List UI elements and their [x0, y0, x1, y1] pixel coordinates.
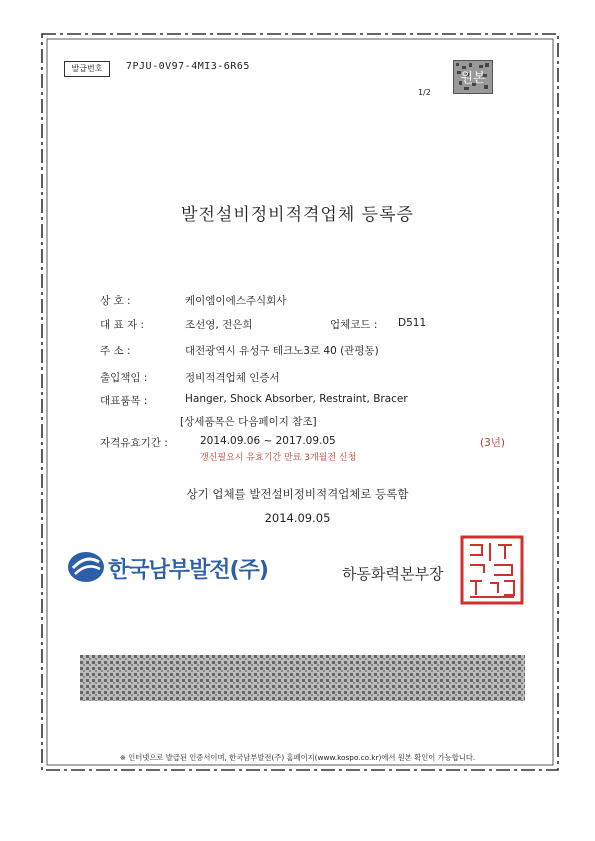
- company-code-value: D511: [398, 317, 427, 329]
- official-seal-stamp: [460, 535, 524, 605]
- address-label: 주 소 :: [100, 345, 131, 357]
- period-years: (3년): [480, 437, 506, 449]
- representative-label: 대 표 자 :: [100, 319, 144, 331]
- issuer-division: 하동화력본부장: [342, 565, 444, 583]
- issue-number: 7PJU-0V97-4MI3-6R65: [126, 61, 250, 72]
- footer-note: ※ 인터넷으로 발급된 인증서이며, 한국남부발전(주) 홈페이지(www.kospo.co.kr)에서 원본 확인이 가능합니다.: [119, 753, 476, 762]
- qr-code-icon: [453, 60, 493, 94]
- company-code-label: 업체코드 :: [330, 319, 378, 331]
- item-note: [상세품목은 다음페이지 참조]: [180, 416, 317, 428]
- page-number: 1/2: [418, 88, 431, 97]
- job-value: 정비적격업체 인증서: [185, 372, 280, 384]
- issue-label: 발급번호: [64, 61, 110, 77]
- item-value: Hanger, Shock Absorber, Restraint, Bracer: [185, 393, 408, 405]
- issue-date: 2014.09.05: [264, 511, 331, 525]
- statement: 상기 업체를 발전설비정비적격업체로 등록함: [186, 487, 409, 501]
- period-value: 2014.09.06 ~ 2017.09.05: [200, 435, 336, 447]
- kospo-logo-icon: [67, 550, 105, 584]
- company-value: 케이엠이에스주식회사: [185, 295, 287, 307]
- issuer-company: 한국남부발전(주): [108, 558, 268, 583]
- representative-value: 조선영, 전은희: [185, 319, 253, 331]
- item-label: 대표품목 :: [100, 395, 148, 407]
- qr-text: 원본: [460, 71, 486, 86]
- job-label: 출입책임 :: [100, 372, 148, 384]
- address-value: 대전광역시 유성구 테크노3로 40 (관평동): [185, 345, 379, 357]
- verification-pattern: [80, 655, 525, 701]
- document-title: 발전설비정비적격업체 등록증: [181, 205, 414, 225]
- company-label: 상 호 :: [100, 295, 131, 307]
- period-label: 자격유효기간 :: [100, 437, 168, 449]
- period-note: 갱신필요시 유효기간 만료 3개월전 신청: [200, 453, 357, 463]
